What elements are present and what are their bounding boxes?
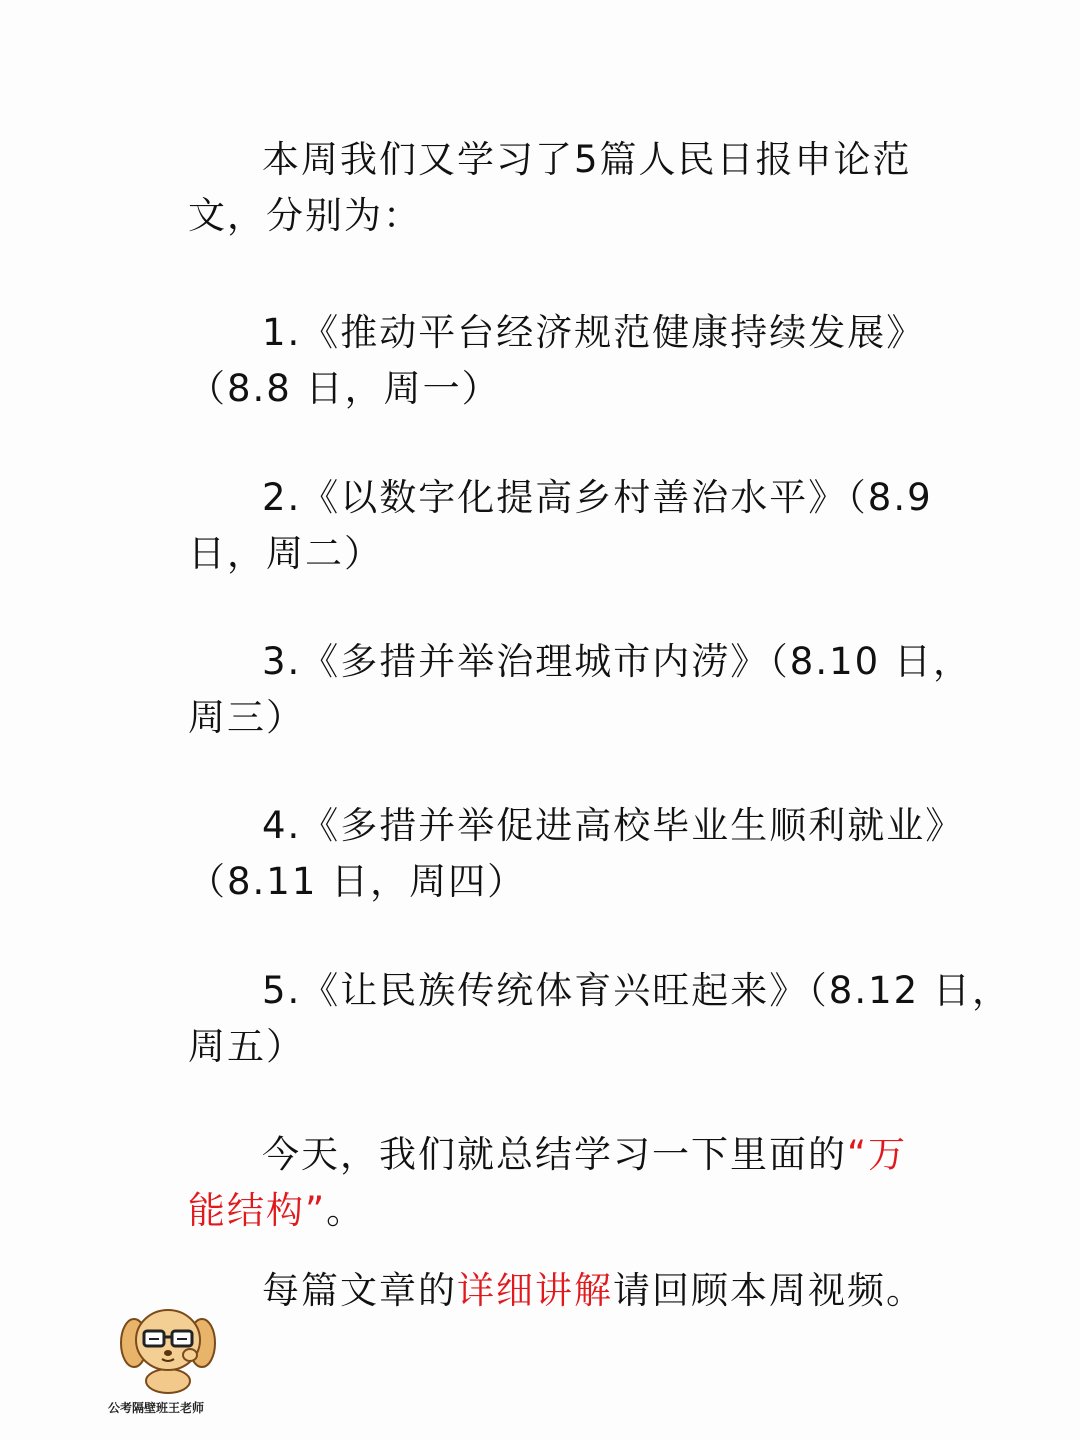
today-paragraph <box>188 1127 918 1239</box>
today-line-2 <box>188 1183 918 1239</box>
review-prefix: 每篇文章的 <box>262 1269 457 1312</box>
article-item-1-date: （8.8 日，周一） <box>188 367 501 410</box>
review-suffix: 请回顾本周视频。 <box>613 1269 925 1312</box>
article-item-5-date: 周五） <box>188 1025 305 1068</box>
watermark <box>108 1295 228 1425</box>
article-item-2 <box>188 470 933 582</box>
article-item-2-title: 2.《以数字化提高乡村善治水平》（8.9 <box>262 476 933 519</box>
highlight-universal-structure-a: “万 <box>847 1133 908 1176</box>
today-suffix: 。 <box>326 1189 366 1232</box>
article-item-5 <box>188 963 1011 1075</box>
article-item-4-date: （8.11 日，周四） <box>188 860 527 903</box>
review-line <box>188 1263 925 1319</box>
article-item-2-date: 日，周二） <box>188 532 383 575</box>
article-item-1-title: 1.《推动平台经济规范健康持续发展》 <box>262 311 926 354</box>
highlight-detailed-explanation: 详细讲解 <box>457 1269 613 1312</box>
article-item-4-title: 4.《多措并举促进高校毕业生顺利就业》 <box>262 804 965 847</box>
article-item-3-title: 3.《多措并举治理城市内涝》（8.10 日， <box>262 640 972 683</box>
article-item-3-date: 周三） <box>188 696 305 739</box>
cartoon-dog-with-glasses-icon <box>118 1295 218 1395</box>
article-item-5-title: 5.《让民族传统体育兴旺起来》（8.12 日， <box>262 969 1011 1012</box>
article-item-3 <box>188 634 972 746</box>
intro-paragraph <box>188 132 918 244</box>
today-line-1 <box>188 1127 918 1183</box>
article-item-4 <box>188 798 965 910</box>
watermark-text: 公考隔壁班王老师 <box>108 1401 205 1415</box>
intro-line-2: 文，分别为： <box>188 194 422 237</box>
review-paragraph <box>188 1263 925 1319</box>
article-item-1 <box>188 305 926 417</box>
intro-line-1: 本周我们又学习了5篇人民日报申论范 <box>262 138 912 181</box>
today-prefix: 今天，我们就总结学习一下里面的 <box>262 1133 847 1176</box>
highlight-universal-structure-b: 能结构” <box>188 1189 327 1232</box>
